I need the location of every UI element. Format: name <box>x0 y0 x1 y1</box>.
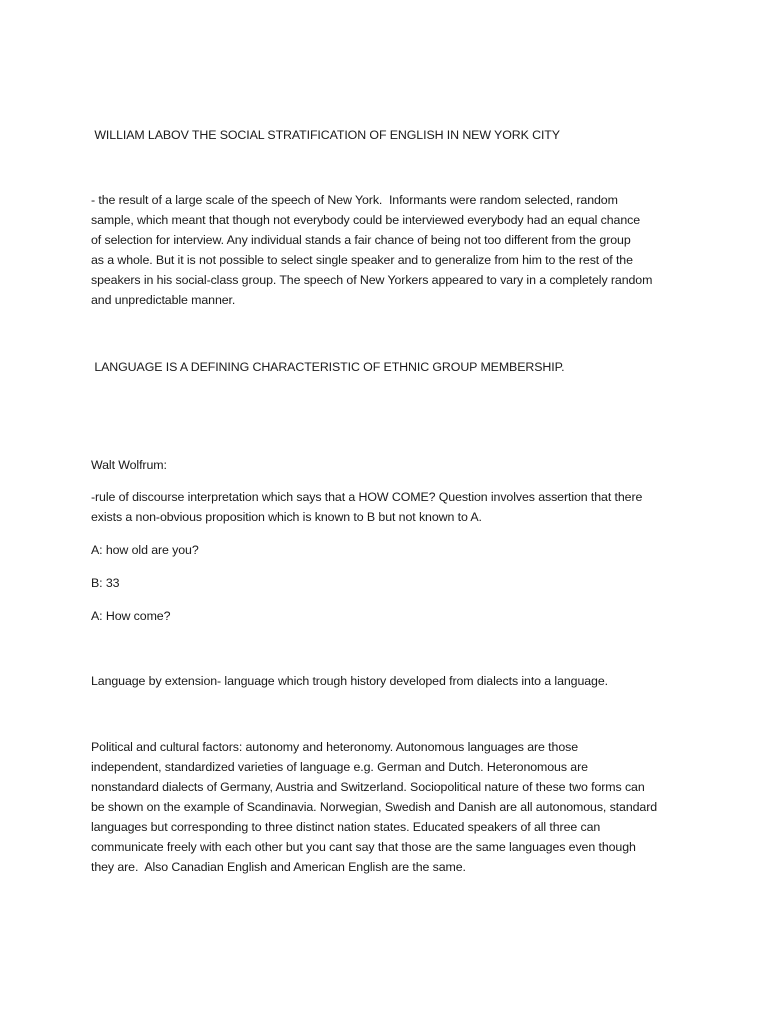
paragraph-line: and unpredictable manner. <box>91 293 236 307</box>
paragraph-line: speakers in his social-class group. The speech of New Yorkers appeared to vary in a completely random <box>91 273 653 287</box>
paragraph-line: as a whole. But it is not possible to select single speaker and to generalize from him to the rest of the <box>91 253 633 267</box>
extension-paragraph: Language by extension- language which trough history developed from dialects into a language. <box>91 674 608 688</box>
paragraph-line: sample, which meant that though not everybody could be interviewed everybody had an equal chance <box>91 213 641 227</box>
paragraph-line: they are. Also Canadian English and American English are the same. <box>91 860 466 874</box>
paragraph-line: of selection for interview. Any individual stands a fair chance of being not too different from the group <box>91 233 631 247</box>
dialogue-line: A: How come? <box>91 609 171 623</box>
paragraph-line: exists a non-obvious proposition which is known to B but not known to A. <box>91 510 482 524</box>
paragraph-line: communicate freely with each other but you cant say that those are the same languages even though <box>91 840 636 854</box>
paragraph-line: Political and cultural factors: autonomy and heteronomy. Autonomous languages are those <box>91 740 578 754</box>
dialogue-line: A: how old are you? <box>91 543 199 557</box>
dialogue-line: B: 33 <box>91 576 120 590</box>
document-title: WILLIAM LABOV THE SOCIAL STRATIFICATION OF ENGLISH IN NEW YORK CITY <box>91 128 560 142</box>
paragraph-line: independent, standardized varieties of language e.g. German and Dutch. Heteronomous are <box>91 760 588 774</box>
paragraph-line: nonstandard dialects of Germany, Austria and Switzerland. Sociopolitical nature of these two forms can <box>91 780 645 794</box>
paragraph-line: languages but corresponding to three distinct nation states. Educated speakers of all three can <box>91 820 601 834</box>
paragraph-line: be shown on the example of Scandinavia. Norwegian, Swedish and Danish are all autonomous, standard <box>91 800 658 814</box>
paragraph-line: - the result of a large scale of the speech of New York. Informants were random selected, random <box>91 193 618 207</box>
paragraph-line: -rule of discourse interpretation which says that a HOW COME? Question involves assertion that there <box>91 490 643 504</box>
wolfrum-heading: Walt Wolfrum: <box>91 458 167 472</box>
ethnic-heading: LANGUAGE IS A DEFINING CHARACTERISTIC OF ETHNIC GROUP MEMBERSHIP. <box>91 360 565 374</box>
